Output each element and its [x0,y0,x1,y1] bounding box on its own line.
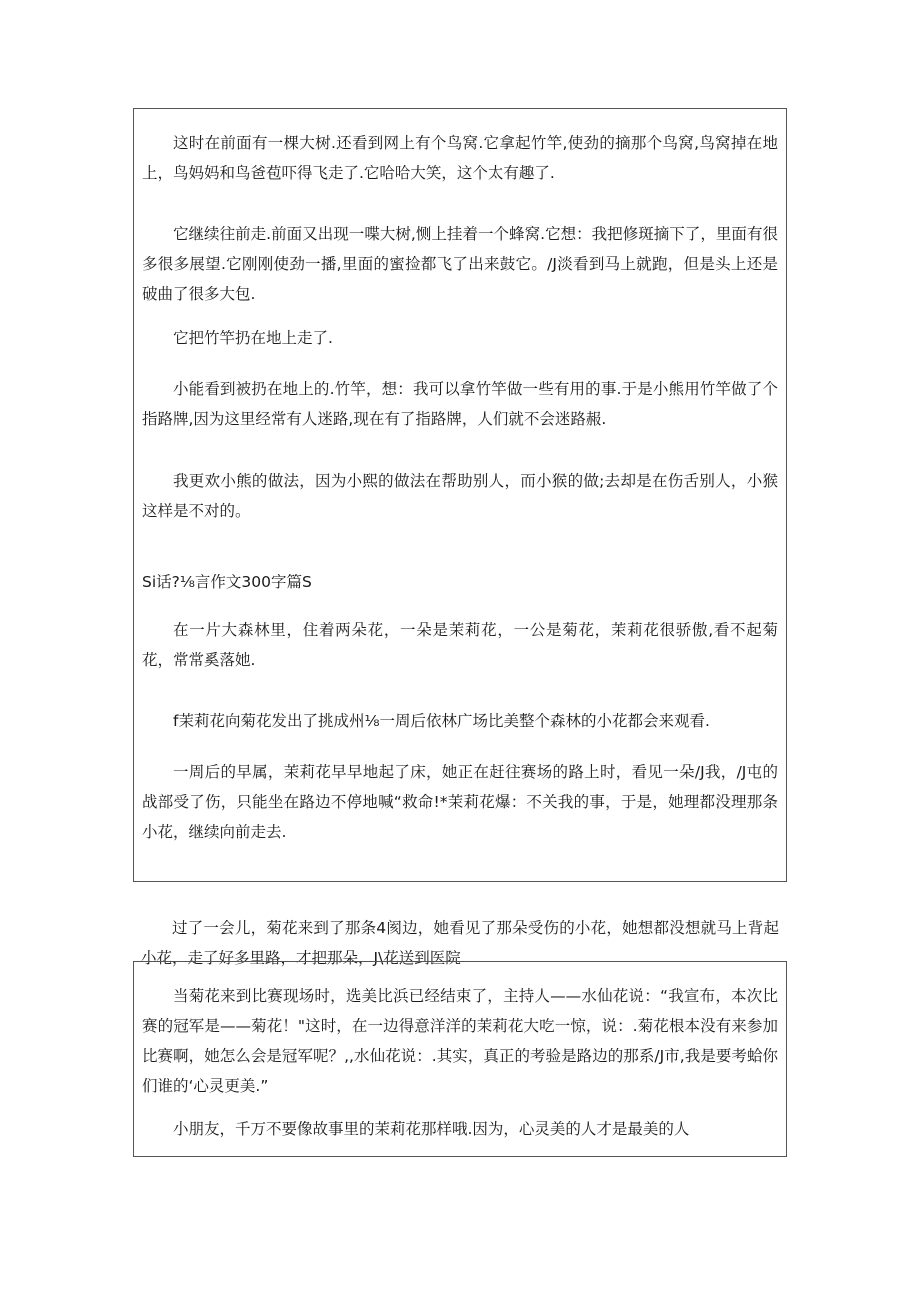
paragraph-beehive: 它继续往前走.前面又出现一喋大树,恻上挂着一个蜂窝.它想：我把修斑摘下了，里面有很多很多展望.它刚刚使劲一播,里面的蜜捡都飞了出来鼓它。/J淡看到马上就跑，但是头上还是破曲了很多大包. [142,225,778,303]
paragraph-morning: 一周后的早属，茉莉花早早地起了床，她正在赶往赛场的路上时，看见一朵/J我，/J屯的战部受了伤，只能坐在路边不停地喊“救命!*茉莉花爆：不关我的事，于是，她理都没理那条小花，继续向前走去. [142,763,778,841]
paragraph-two-flowers: 在一片大森林里，住着两朵花，一朵是茉莉花，一公是菊花，茉莉花很骄傲,看不起菊花，常常奚落她. [142,621,778,669]
paragraph-chrysanthemum-help: 过了一会儿，菊花来到了那条4阂边，她看见了那朵受伤的小花，她想都没想就马上背起小花，走了好多里路，才把那朵，J\花送到医院 [141,919,779,967]
paragraph-bird-nest: 这时在前面有一棵大树.还看到网上有个鸟窝.它拿起竹竿,使劲的摘那个鸟窝,鸟窝掉在地上，鸟妈妈和鸟爸苞吓得飞走了.它哈哈大笑，这个太有趣了. [142,134,778,182]
paragraph-opinion: 我更欢小熊的做法，因为小熙的做法在帮助别人，而小猴的做;去却是在伤舌别人，小猴这样是不对的。 [142,472,778,520]
paragraph-challenge: f茉莉花向菊花发出了挑成州⅛一周后依林广场比美整个森林的小花都会来观看. [173,712,710,730]
paragraph-signpost: 小能看到被扔在地上的.竹竿，想：我可以拿竹竿做一些有用的事.于是小熊用竹竿做了个指路牌,因为这里经常有人迷路,现在有了指路牌，人们就不会迷路赧. [142,380,778,428]
essay-heading: Si话?⅛言作文300字篇S [142,573,312,591]
paragraph-moral: 小朋友，千万不要像故事里的茉莉花那样哦.因为，心灵美的人才是最美的人 [173,1120,690,1138]
content-box-top [133,108,787,882]
content-box-bottom [133,961,787,1157]
paragraph-competition-result: 当菊花来到比赛现场时，选美比浜已经结束了，主持人——水仙花说：“我宣布，本次比赛的冠军是——菊花！"这时，在一边得意洋洋的茉莉花大吃一惊，说：.菊花根本没有来参加比赛啊，她怎么会是冠军呢？,,水仙花说：.其实，真正的考验是路边的那系/J市,我是要考蛤你们谁的‘心灵更美.” [142,987,778,1095]
paragraph-throw-pole: 它把竹竿扔在地上走了. [173,329,333,347]
